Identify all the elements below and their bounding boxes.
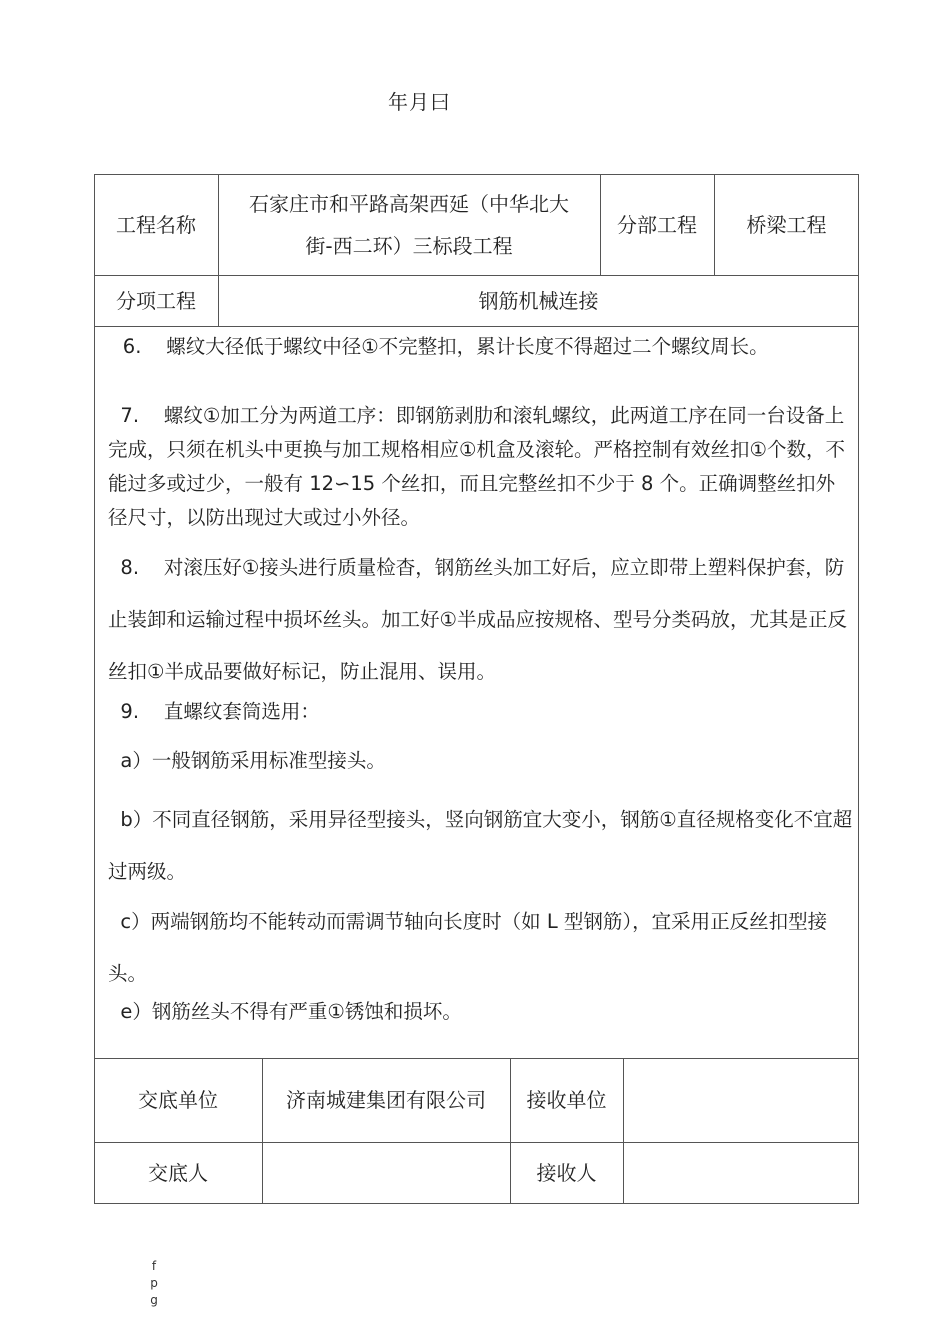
project-name-line-1: 石家庄市和平路高架西延（中华北大 [249, 192, 569, 216]
footer-text [148, 1258, 160, 1309]
receiver-label: 接收人 [536, 1161, 597, 1185]
clause-9b: b）不同直径钢筋，采用异径型接头，竖向钢筋宜大变小，钢筋①直径规格变化不宜超过两级。 [108, 808, 853, 883]
date-line: 年月曰 [388, 90, 451, 114]
clause-9a: a）一般钢筋采用标准型接头。 [120, 749, 386, 772]
clause-6: 6. 螺纹大径低于螺纹中径①不完整扣，累计长度不得超过二个螺纹周长。 [122, 335, 769, 358]
clause-9c: c）两端钢筋均不能转动而需调节轴向长度时（如 L 型钢筋），宜采用正反丝扣型接头。 [108, 910, 828, 985]
issuer-label: 交底人 [148, 1161, 208, 1185]
division-value: 桥梁工程 [746, 213, 827, 237]
subitem-value: 钢筋机械连接 [478, 288, 599, 313]
clause-9: 9. 直螺纹套筒选用： [120, 700, 320, 723]
division-label: 分部工程 [617, 213, 697, 237]
project-name-line-2: 街-西二环）三标段工程 [305, 234, 513, 258]
receiver-unit-label: 接收单位 [526, 1088, 607, 1112]
receiver-value [623, 1142, 859, 1204]
clause-8: 8. 对滚压好①接头进行质量检杳，钢筋丝头加工好后，应立即带上塑料保护套，防止装卸和运输过程中损坏丝头。加工好①半成品应按规格、型号分类码放，尤其是正反丝扣①半成品要做好标记，防止混用、误用。 [108, 556, 847, 683]
issuer-unit-label: 交底单位 [138, 1088, 218, 1112]
project-name-label: 工程名称 [116, 213, 196, 237]
clause-7: 7. 螺纹①加工分为两道工序：即钢筋剥肋和滚轧螺纹，此两道工序在同一台设备上完成，只须在机头中更换与加工规格相应①机盒及滚轮。严格控制有效丝扣①个数，不能过多或过少，一般有 12∽15 个丝扣，而且完整丝扣不少于 8 个。正确调整丝扣外径尺寸，以防出现过大或过小外径。 [108, 404, 845, 529]
footer-char: p [150, 1276, 158, 1290]
subitem-label: 分项工程 [116, 288, 196, 313]
issuer-unit-value: 济南城建集团有限公司 [286, 1088, 486, 1112]
receiver-unit-value [623, 1058, 859, 1142]
issuer-value [262, 1142, 510, 1204]
clause-9e: e）钢筋丝头不得有严重①锈蚀和损坏。 [120, 1000, 462, 1023]
footer-mark [148, 1258, 160, 1309]
footer-char: g [150, 1293, 158, 1307]
footer-char: f [151, 1259, 157, 1273]
